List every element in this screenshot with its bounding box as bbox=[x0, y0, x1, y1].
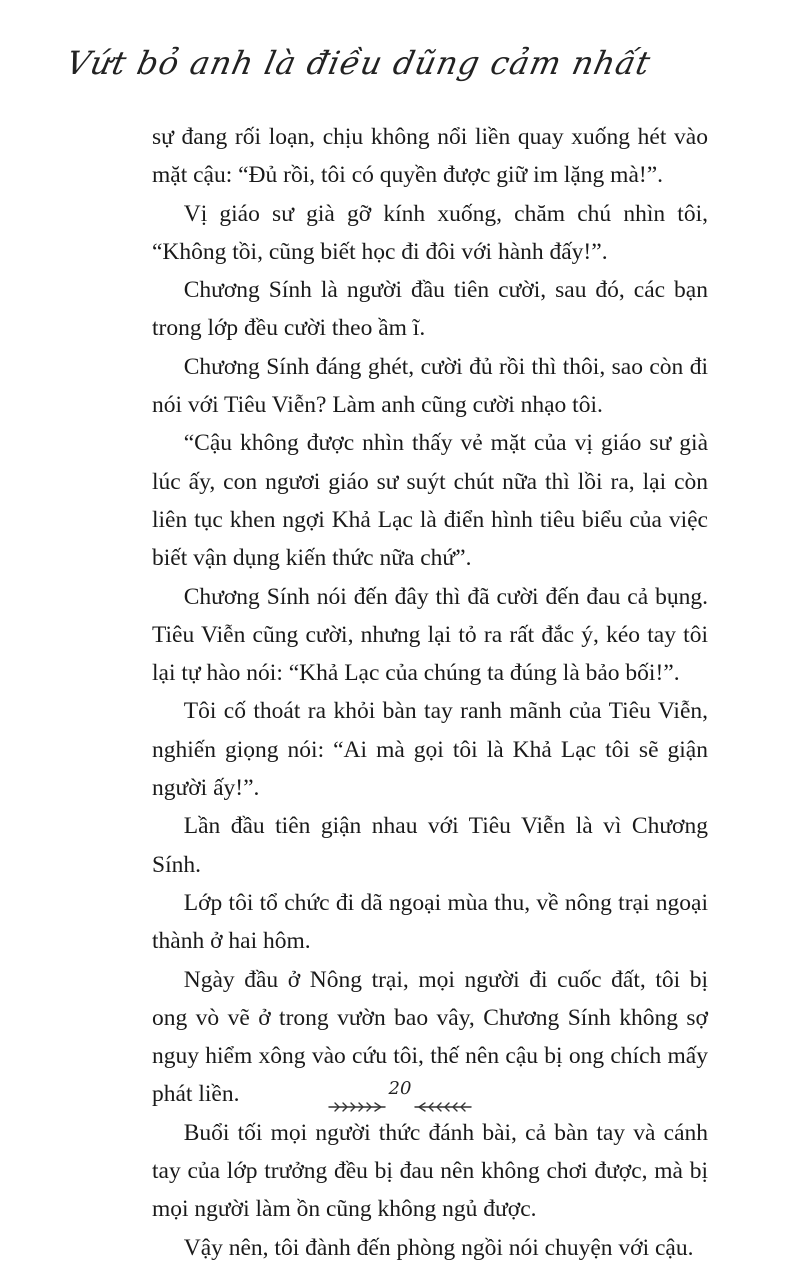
paragraph-6: Chương Sính nói đến đây thì đã cười đến đau cả bụng. Tiêu Viễn cũng cười, nhưng lại tỏ ra rất đắc ý, kéo tay tôi lại tự hào nói: “Khả Lạc của chúng ta đúng là bảo bối!”. bbox=[152, 583, 708, 687]
paragraph-4: Chương Sính đáng ghét, cười đủ rồi thì thôi, sao còn đi nói với Tiêu Viễn? Làm anh cũng cười nhạo tôi. bbox=[152, 353, 708, 419]
paragraph-1: sự đang rối loạn, chịu không nổi liền quay xuống hét vào mặt cậu: “Đủ rồi, tôi có quyền được giữ im lặng mà!”. bbox=[152, 124, 708, 189]
arrow-ornament-icon bbox=[325, 1100, 475, 1114]
paragraph-12: Vậy nên, tôi đành đến phòng ngồi nói chuyện với cậu. bbox=[183, 1234, 694, 1261]
paragraph-3: Chương Sính là người đầu tiên cười, sau đó, các bạn trong lớp đều cười theo ầm ĩ. bbox=[152, 277, 708, 342]
page-number: 20 bbox=[388, 1078, 412, 1099]
paragraph-7: Tôi cố thoát ra khỏi bàn tay ranh mãnh của Tiêu Viễn, nghiến giọng nói: “Ai mà gọi tôi là Khả Lạc tôi sẽ giận người ấy!”. bbox=[152, 698, 708, 802]
paragraph-9: Lớp tôi tổ chức đi dã ngoại mùa thu, về nông trại ngoại thành ở hai hôm. bbox=[152, 889, 708, 955]
paragraph-11: Buổi tối mọi người thức đánh bài, cả bàn tay và cánh tay của lớp trưởng đều bị đau nên không chơi được, mà bị mọi người làm ồn cũng không ngủ được. bbox=[152, 1119, 708, 1223]
paragraph-10: Ngày đầu ở Nông trại, mọi người đi cuốc đất, tôi bị ong vò vẽ ở trong vườn bao vây, Chương Sính không sợ nguy hiểm xông vào cứu tôi, thế nên cậu bị ong chích mấy phát liền. bbox=[152, 966, 708, 1108]
paragraph-2: Vị giáo sư già gỡ kính xuống, chăm chú nhìn tôi, “Không tồi, cũng biết học đi đôi với hành đấy!”. bbox=[152, 200, 708, 265]
paragraph-8: Lần đầu tiên giận nhau với Tiêu Viễn là vì Chương Sính. bbox=[152, 813, 708, 878]
page-ornament bbox=[0, 1100, 800, 1119]
paragraph-5: “Cậu không được nhìn thấy vẻ mặt của vị giáo sư già lúc ấy, con ngươi giáo sư suýt chút nữa thì lồi ra, lại còn liên tục khen ngợi Khả Lạc là điển hình tiêu biểu của việc biết vận dụng kiến thức nữa chứ”. bbox=[152, 430, 708, 572]
running-header: Vứt bỏ anh là điều dũng cảm nhất bbox=[62, 44, 655, 82]
